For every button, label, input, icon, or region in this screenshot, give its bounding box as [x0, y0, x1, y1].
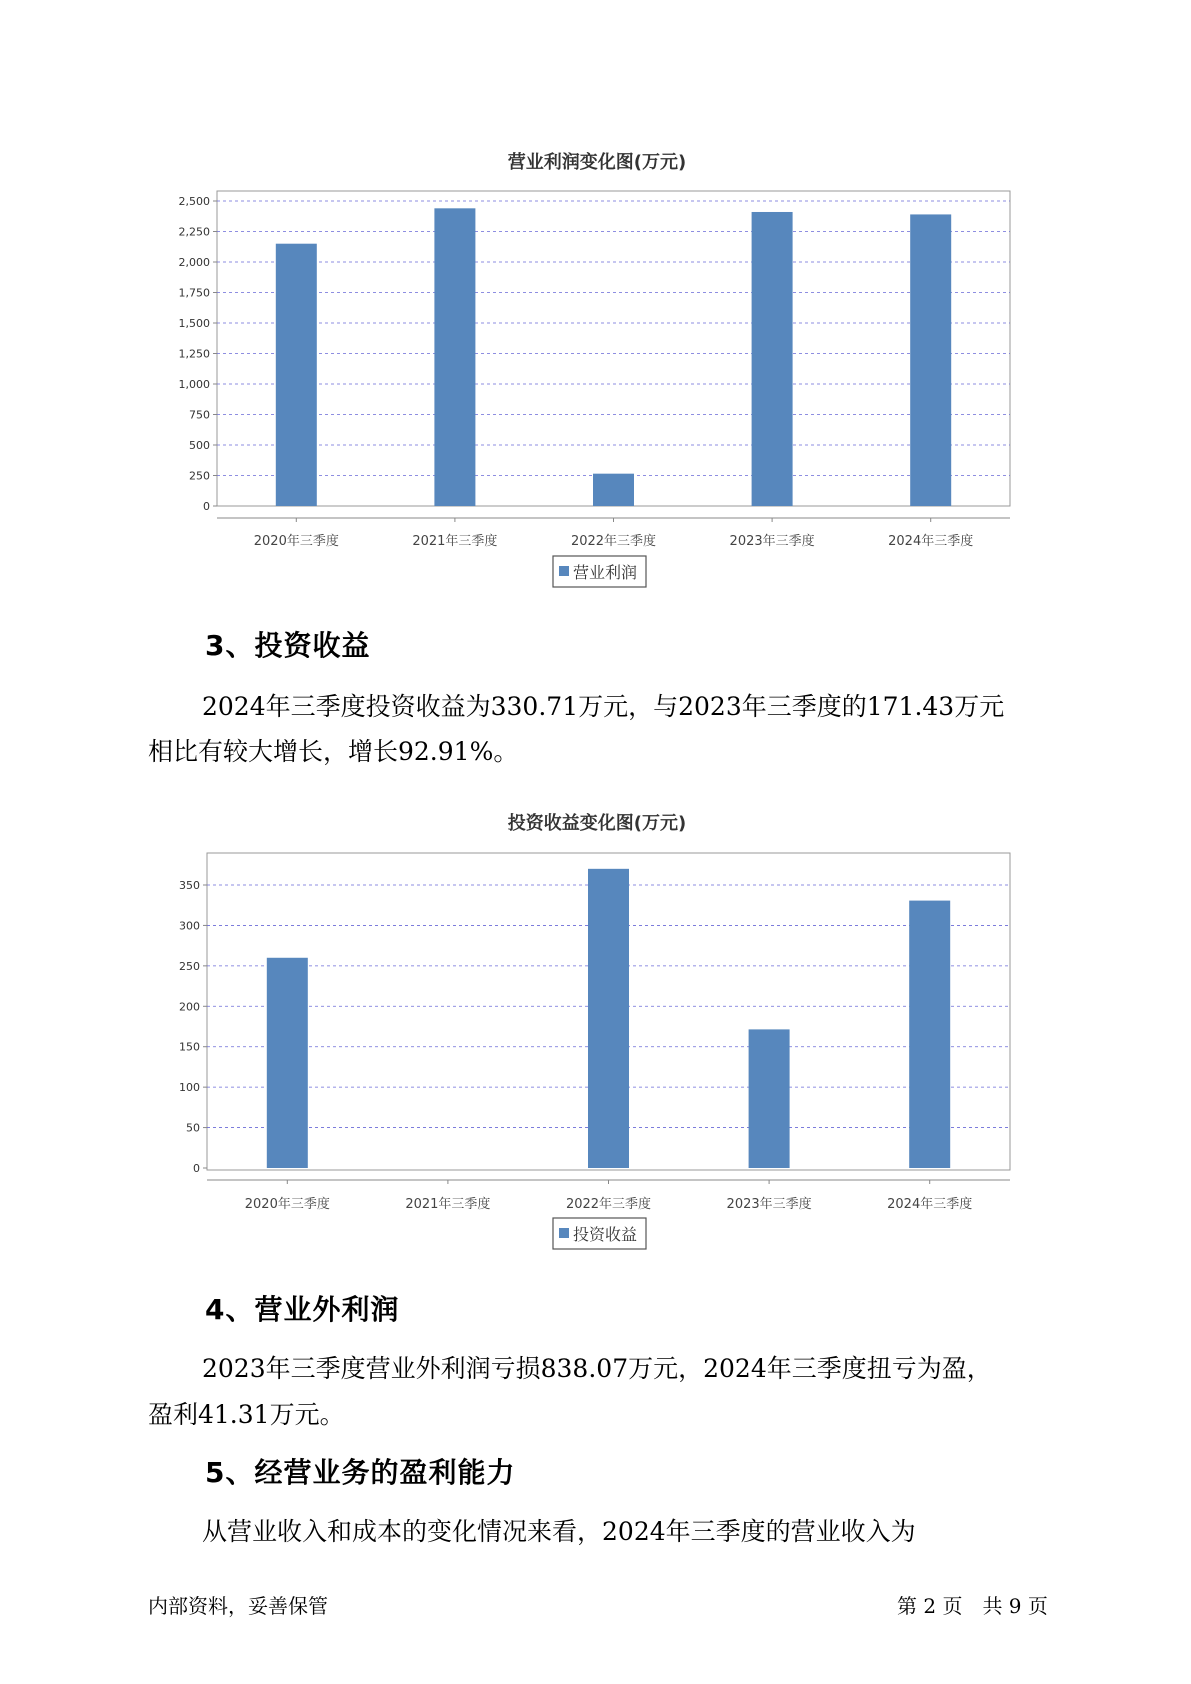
paragraph-line: 盈利41.31万元。: [148, 1400, 345, 1429]
y-tick-label: 0: [193, 1162, 200, 1175]
bar: [434, 208, 475, 506]
y-tick-label: 1,000: [178, 378, 210, 391]
x-tick-label: 2022年三季度: [570, 534, 657, 549]
y-tick-label: 300: [179, 919, 200, 933]
footer-page-number: 第 2 页 共 9 页: [897, 1594, 1048, 1618]
x-tick-label: 2022年三季度: [565, 1197, 652, 1212]
bar: [910, 214, 951, 506]
legend-label: 投资收益: [573, 1225, 638, 1244]
section-heading-non-operating-profit: 4、营业外利润: [205, 1293, 400, 1326]
y-tick-label: 500: [189, 439, 210, 452]
y-axis: [179, 879, 207, 1175]
bar: [267, 958, 308, 1168]
y-tick-label: 200: [179, 1000, 200, 1014]
paragraph-line: 从营业收入和成本的变化情况来看，2024年三季度的营业收入为: [202, 1517, 916, 1546]
bar: [749, 1029, 790, 1168]
section-heading-investment-income: 3、投资收益: [205, 629, 371, 662]
x-axis: [254, 518, 973, 549]
plot-area: [217, 191, 1010, 506]
x-tick-label: 2020年三季度: [253, 534, 339, 549]
x-tick-label: 2023年三季度: [726, 1197, 812, 1212]
y-tick-label: 150: [179, 1040, 200, 1054]
y-tick-label: 250: [189, 469, 210, 483]
legend-swatch: [559, 1228, 569, 1238]
chart-title: 投资收益变化图(万元): [507, 813, 687, 834]
operating-profit-chart: [179, 151, 1011, 587]
y-tick-label: 50: [186, 1121, 200, 1135]
x-axis: [245, 1180, 972, 1212]
x-tick-label: 2024年三季度: [887, 1197, 973, 1212]
bar: [276, 244, 317, 506]
y-tick-label: 350: [179, 879, 200, 892]
y-tick-label: 0: [203, 500, 210, 513]
y-tick-label: 100: [179, 1081, 200, 1095]
bar: [593, 474, 634, 506]
legend-swatch: [559, 566, 569, 576]
section-heading-profitability: 5、经营业务的盈利能力: [205, 1456, 516, 1489]
legend: [553, 1218, 646, 1249]
legend-label: 营业利润: [573, 563, 638, 582]
x-tick-label: 2024年三季度: [888, 534, 974, 549]
x-tick-label: 2023年三季度: [729, 534, 815, 549]
y-tick-label: 1,750: [178, 286, 210, 300]
y-tick-label: 2,500: [178, 195, 210, 208]
x-tick-label: 2020年三季度: [244, 1197, 330, 1212]
footer-confidential-note: 内部资料，妥善保管: [148, 1594, 328, 1618]
y-axis: [179, 195, 218, 513]
legend: [553, 556, 646, 587]
y-tick-label: 2,250: [178, 225, 210, 239]
paragraph-line: 相比有较大增长，增长92.91%。: [148, 737, 519, 766]
x-tick-label: 2021年三季度: [405, 1197, 491, 1212]
y-tick-label: 2,000: [178, 256, 210, 269]
x-tick-label: 2021年三季度: [412, 534, 498, 549]
bar: [752, 212, 793, 506]
y-tick-label: 250: [179, 959, 200, 973]
y-tick-label: 1,500: [178, 317, 210, 330]
bar: [909, 901, 950, 1168]
paragraph-line: 2024年三季度投资收益为330.71万元，与2023年三季度的171.43万元: [202, 692, 1005, 721]
y-tick-label: 750: [189, 408, 210, 422]
paragraph-line: 2023年三季度营业外利润亏损838.07万元，2024年三季度扭亏为盈，: [202, 1354, 992, 1383]
investment-income-chart: [179, 812, 1010, 1249]
bar: [588, 869, 629, 1168]
y-tick-label: 1,250: [178, 347, 210, 361]
chart-title: 营业利润变化图(万元): [507, 152, 687, 173]
